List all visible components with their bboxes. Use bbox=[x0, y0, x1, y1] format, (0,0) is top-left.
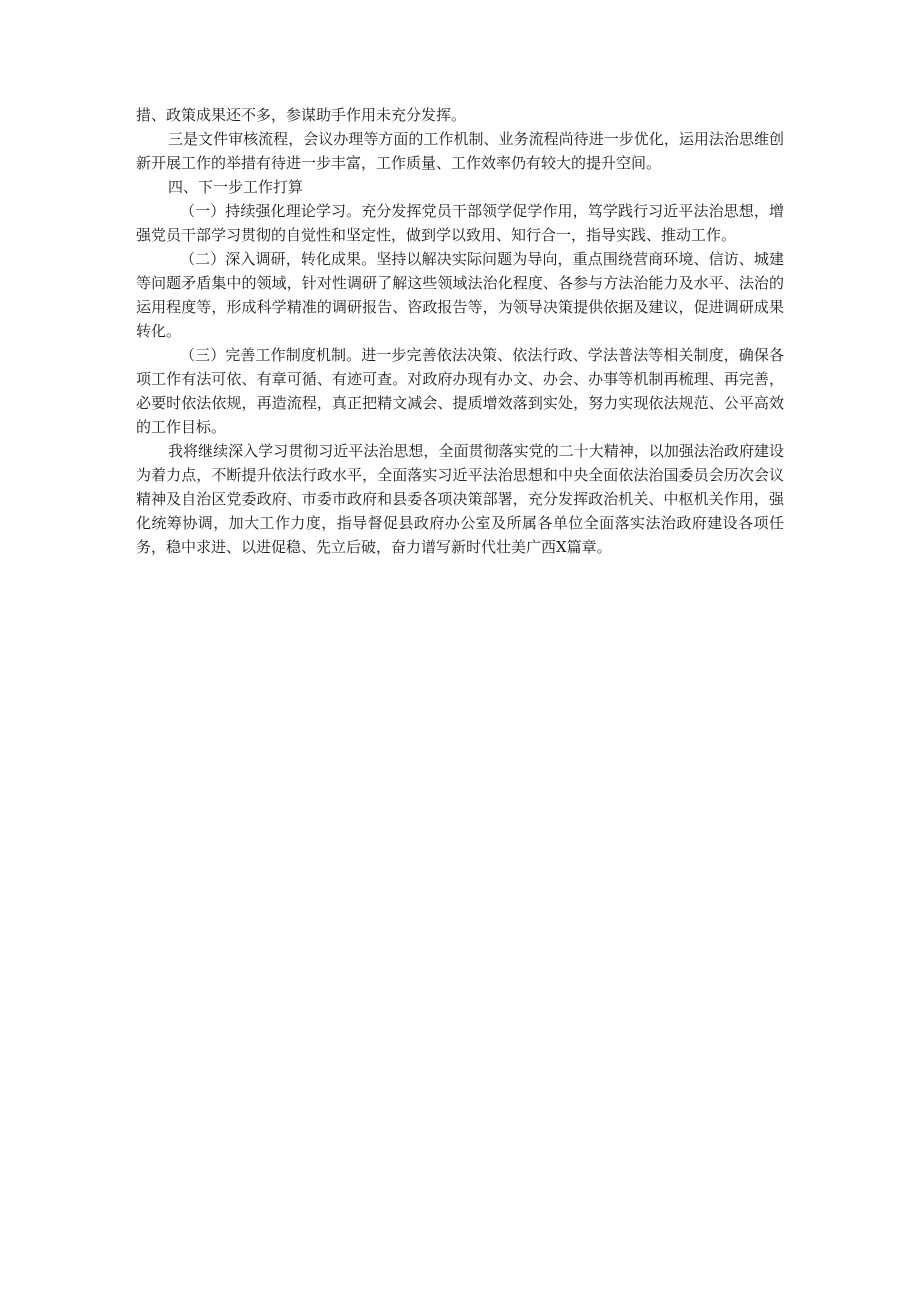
paragraph-item-1: （一）持续强化理论学习。充分发挥党员干部领学促学作用，笃学践行习近平法治思想，增强党员干部学习贯彻的自觉性和坚定性，做到学以致用、知行合一，指导实践、推动工作。 bbox=[136, 202, 784, 244]
paragraph-item-2: （二）深入调研，转化成果。坚持以解决实际问题为导向，重点围绕营商环境、信访、城建等问题矛盾集中的领域，针对性调研了解这些领域法治化程度、各参与方法治能力及水平、法治的运用程度等，形成科学精准的调研报告、咨政报告等，为领导决策提供依据及建议，促进调研成果转化。 bbox=[136, 250, 784, 340]
paragraph-continuation: 措、政策成果还不多，参谋助手作用未充分发挥。 bbox=[136, 106, 467, 124]
paragraph-point-three: 三是文件审核流程，会议办理等方面的工作机制、业务流程尚待进一步优化，运用法治思维创新开展工作的举措有待进一步丰富，工作质量、工作效率仍有较大的提升空间。 bbox=[136, 130, 784, 172]
paragraph-conclusion: 我将继续深入学习贯彻习近平法治思想，全面贯彻落实党的二十大精神，以加强法治政府建设为着力点，不断提升依法行政水平，全面落实习近平法治思想和中央全面依法治国委员会历次会议精神及自治区党委政府、市委市政府和县委各项决策部署，充分发挥政治机关、中枢机关作用，强化统筹协调，加大工作力度，指导督促县政府办公室及所属各单位全面落实法治政府建设各项任务，稳中求进、以进促稳、先立后破，奋力谱写新时代壮美广西X篇章。 bbox=[136, 442, 784, 556]
paragraph-item-3: （三）完善工作制度机制。进一步完善依法决策、依法行政、学法普法等相关制度，确保各项工作有法可依、有章可循、有迹可查。对政府办现有办文、办会、办事等机制再梳理、再完善，必要时依法依规，再造流程，真正把精文减会、提质增效落到实处，努力实现依法规范、公平高效的工作目标。 bbox=[136, 346, 784, 436]
section-heading-next-steps: 四、下一步工作打算 bbox=[168, 178, 304, 196]
document-page bbox=[136, 103, 784, 559]
